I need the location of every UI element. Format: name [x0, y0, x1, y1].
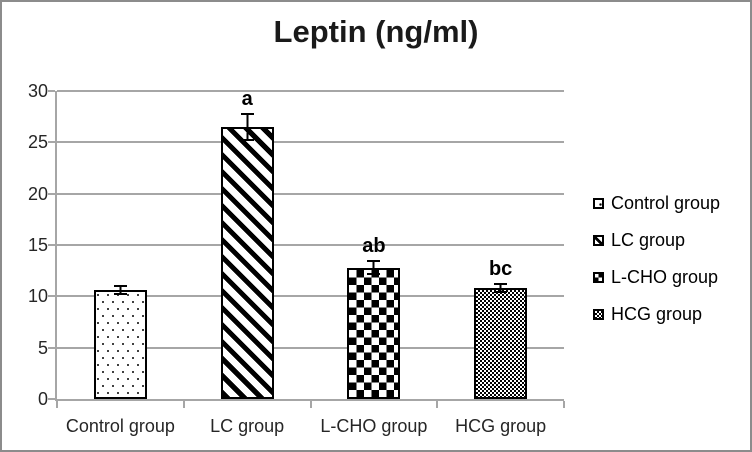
legend-item-control-group	[593, 185, 720, 222]
significance-label-hcg-group: bc	[488, 258, 513, 280]
bar-l-cho-group	[347, 268, 400, 399]
x-axis-category-label: HCG group	[455, 416, 547, 436]
x-axis-tick	[563, 401, 565, 408]
legend-item-l-cho-group	[593, 259, 720, 296]
significance-label-l-cho-group: ab	[362, 235, 386, 258]
y-axis-line	[55, 91, 57, 401]
y-axis-tick-label: 10	[27, 286, 48, 307]
error-bar-control-group	[114, 285, 127, 295]
bar-lc-group	[221, 127, 274, 399]
x-axis-category-label: L-CHO group	[320, 416, 428, 436]
y-axis-tick	[48, 244, 55, 246]
x-axis-category-label: LC group	[210, 416, 285, 436]
legend-item-lc-group	[593, 222, 720, 259]
legend-item-hcg-group	[593, 296, 720, 333]
error-bar-l-cho-group	[367, 260, 380, 274]
legend-label: LC group	[611, 230, 686, 250]
bar-hcg-group	[474, 288, 527, 399]
significance-label-lc-group: a	[241, 87, 253, 110]
legend-label: HCG group	[611, 304, 703, 324]
plot-area	[57, 87, 564, 399]
y-axis-tick-label: 30	[27, 81, 48, 101]
y-axis-tick-label: 15	[27, 235, 48, 255]
legend-swatch-l-cho-group-icon	[593, 272, 604, 283]
y-axis-tick-label: 20	[27, 183, 48, 204]
x-axis-tick	[183, 401, 185, 408]
y-axis-tick	[48, 141, 55, 143]
y-axis-tick-label: 5	[37, 337, 48, 358]
x-axis-tick	[56, 401, 58, 408]
y-axis-tick	[48, 295, 55, 297]
x-axis-category-label: Control group	[65, 416, 175, 436]
x-axis-tick	[310, 401, 312, 408]
error-bar-lc-group	[241, 113, 254, 142]
gridline	[57, 244, 564, 246]
gridline	[57, 90, 564, 92]
y-axis-tick	[48, 347, 55, 349]
error-bar-hcg-group	[494, 283, 507, 293]
legend-label: L-CHO group	[611, 267, 719, 287]
y-axis-tick	[48, 193, 55, 195]
legend-swatch-hcg-group-icon	[593, 309, 604, 320]
legend	[593, 185, 720, 333]
gridline	[57, 193, 564, 195]
legend-swatch-lc-group-icon	[593, 235, 604, 246]
y-axis-tick	[48, 90, 55, 92]
x-axis-tick	[436, 401, 438, 408]
chart-title: Leptin (ng/ml)	[273, 14, 479, 49]
legend-swatch-control-group-icon	[593, 198, 604, 209]
y-axis-tick-label: 25	[27, 132, 48, 153]
bar-control-group	[94, 290, 147, 399]
legend-label: Control group	[611, 193, 721, 213]
y-axis-tick	[48, 398, 55, 400]
y-axis-tick-label: 0	[37, 389, 48, 409]
gridline	[57, 141, 564, 143]
